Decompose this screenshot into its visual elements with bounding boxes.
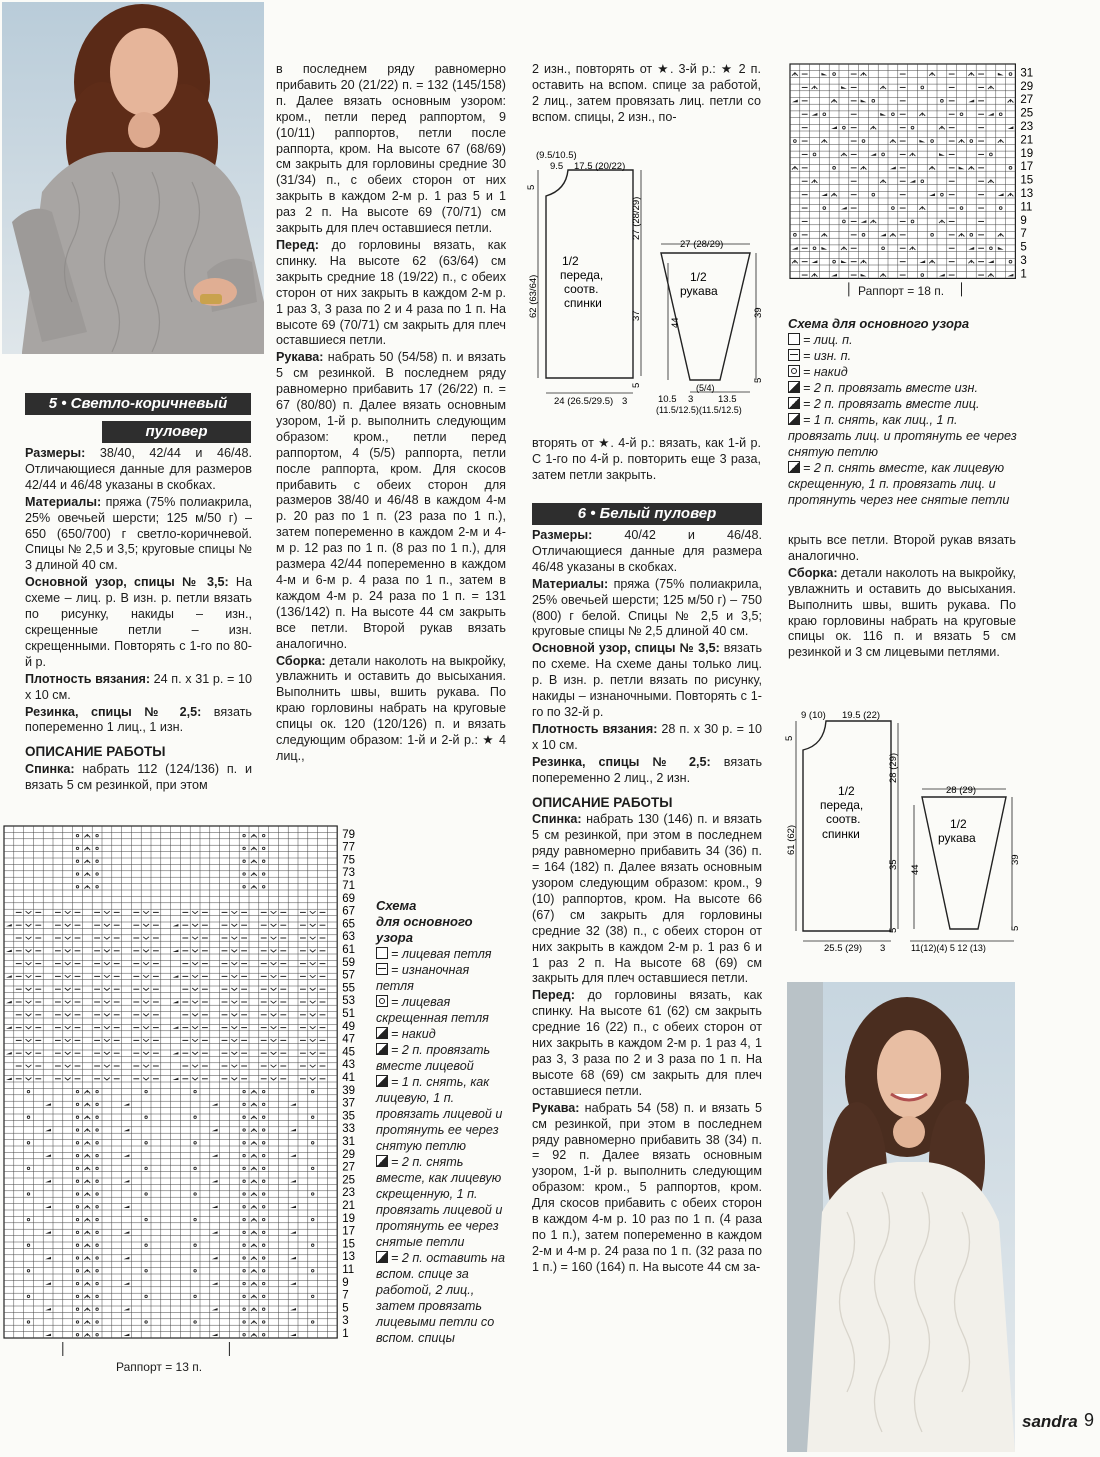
paragraph bbox=[532, 577, 762, 641]
paragraph-text: до горловины вязать, как спинку. На высоте 62 (63/64) см закрыть средние 18 (19/22) п., с обеих сторон от них закрыть в каждом 2-м р. 1 раз 3, 3 раза по 2 и 4 раза по 1 п. На высоте 69 (70/71) см закрыть для плеч оставшиеся петли. bbox=[276, 237, 506, 348]
p5-armh: 27 (28/29) bbox=[631, 196, 642, 240]
legend-text: = накид bbox=[391, 1027, 436, 1041]
legend-symbol-icon bbox=[788, 349, 800, 361]
chart-row-number: 15 bbox=[342, 1238, 355, 1251]
pattern5-collar-end bbox=[532, 436, 761, 485]
paragraph-text: На схеме – лиц. р. В изн. р. петли вязать по рисунку, накиды – изн., скрещенные петли – изн. скрещенными. Повторять с 1-го по 80-й р. bbox=[25, 575, 252, 669]
legend-text: = лицевая петля bbox=[391, 947, 492, 961]
p6-sleeve-top: 28 (29) bbox=[946, 785, 977, 796]
chart-row-number: 67 bbox=[342, 905, 355, 918]
paragraph-text: пряжа (75% полиакрила, 25% овечьей шерсти; 125 м/50 г) – 750 (800) г белой. Спицы № 2,5 и 3,5; круговые спицы № 2,5 длиной 40 см. bbox=[532, 576, 762, 639]
p6-bottom: 25.5 (29) bbox=[824, 943, 863, 954]
p6-neck-d: 5 bbox=[784, 735, 795, 741]
paragraph-lead: Плотность вязания: bbox=[532, 721, 658, 736]
paragraph bbox=[25, 575, 252, 670]
photo-model-brown-illustration bbox=[2, 2, 264, 354]
pattern5-title-1: 5 • Светло-коричневый bbox=[25, 393, 251, 415]
p6-sleeve-h2: 44 bbox=[910, 864, 921, 875]
paragraph-lead: Спинка: bbox=[532, 812, 582, 827]
chart-row-number: 9 bbox=[342, 1276, 349, 1289]
paragraph bbox=[532, 988, 762, 1099]
chart-row-number: 19 bbox=[1020, 147, 1034, 160]
legend-item bbox=[788, 460, 1020, 508]
pattern6-work-title: ОПИСАНИЕ РАБОТЫ bbox=[532, 794, 673, 810]
chart-row-number: 7 bbox=[342, 1289, 349, 1302]
legend-item bbox=[788, 380, 1020, 396]
chart-row-number: 39 bbox=[342, 1084, 355, 1097]
legend-symbol-icon bbox=[376, 947, 388, 959]
legend-item bbox=[376, 1026, 508, 1042]
pattern5-legend bbox=[376, 898, 508, 1346]
legend-symbol-icon bbox=[376, 995, 388, 1007]
pattern5-work-text bbox=[25, 762, 252, 794]
chart-row-number: 17 bbox=[342, 1225, 355, 1238]
paragraph-lead: Рукава: bbox=[532, 1100, 580, 1115]
chart-row-number: 11 bbox=[342, 1264, 355, 1276]
paragraph bbox=[788, 566, 1016, 661]
legend-text: = накид bbox=[803, 365, 848, 379]
legend-symbol-icon bbox=[376, 1251, 388, 1263]
paragraph bbox=[532, 641, 762, 721]
p5-neck-d: 5 bbox=[526, 184, 537, 190]
pattern6-schematic bbox=[784, 705, 1028, 960]
chart-row-number: 33 bbox=[342, 1123, 355, 1136]
photo-model-white-pullover bbox=[787, 982, 1015, 1452]
p5-front-label-1: 1/2 bbox=[562, 254, 579, 268]
chart-row-number: 61 bbox=[342, 944, 355, 956]
p5-front-label-2: переда, bbox=[560, 268, 604, 282]
paragraph-text: детали наколоть на выкройку, увлажнить и оставить до высыхания. Выполнить швы, вшить рукава. По краю горловины набрать на круговые спицы ок. 116 п. и вязать 5 см резинкой и 3 см лицевыми петлями. bbox=[788, 565, 1016, 660]
chart-row-number: 59 bbox=[342, 956, 355, 969]
chart-row-number: 65 bbox=[342, 918, 355, 931]
paragraph-lead: Рукава: bbox=[276, 350, 324, 365]
paragraph bbox=[532, 528, 762, 576]
paragraph-text: 24 п. х 31 р. = 10 х 10 см. bbox=[25, 671, 252, 702]
chart-row-number: 11 bbox=[1020, 201, 1033, 214]
chart-row-number: 77 bbox=[342, 841, 355, 854]
p5-shoulder: 17.5 (20/22) bbox=[574, 161, 626, 172]
chart-row-number: 7 bbox=[1020, 228, 1027, 241]
paragraph-lead: Резинка, спицы № 2,5: bbox=[532, 754, 711, 769]
p5-cuff4: (5/4) bbox=[696, 383, 715, 393]
legend-text: = изн. п. bbox=[803, 349, 852, 363]
legend-symbol-icon bbox=[788, 333, 800, 345]
paragraph-text: вязать попеременно 1 лиц., 1 изн. bbox=[25, 704, 252, 735]
p5-cuff2: 3 bbox=[688, 394, 694, 405]
page-number: 9 bbox=[1084, 1410, 1095, 1430]
paragraph-lead: Плотность вязания: bbox=[25, 671, 151, 686]
p6-sleeve-label-2: рукава bbox=[938, 831, 976, 845]
paragraph bbox=[25, 705, 252, 737]
paragraph-text: набрать 54 (58) п. и вязать 5 см резинкой, при этом в последнем ряду равномерно прибавить 38 (34) п. = 92 п. Далее вязать основным узором, 1-й р. выполнить следующим образом: кром., 5 раппортов, кром. Для скосов прибавить с обеих сторон в каждом 4-м р. 10 раз по 1 п. (4 раза по 1 п.), затем попеременно в каждом 2-м и 4-м р. 24 раза по 1 п. (32 раза по 1 п.) = 160 (164) п. На высоте 44 см за- bbox=[532, 1100, 762, 1274]
paragraph-text: набрать 112 (124/136) п. и вязать 5 см резинкой, при этом bbox=[25, 762, 252, 793]
legend-text: = 1 п. снять, как лиц., 1 п. провязать лиц. и протянуть ее через снятую петлю bbox=[788, 413, 1017, 459]
chart-row-number: 31 bbox=[342, 1136, 355, 1148]
paragraph-text: 40/42 и 46/48. Отличающиеся данные для размера 46/48 указаны в скобках. bbox=[532, 528, 762, 574]
pattern5-column2 bbox=[276, 62, 506, 766]
paragraph-text: 28 п. х 30 р. = 10 х 10 см. bbox=[532, 721, 762, 752]
legend-item bbox=[376, 1250, 508, 1346]
paragraph-text: крыть все петли. Второй рукав вязать аналогично. bbox=[788, 533, 1016, 563]
p6-front-label-3: соотв. bbox=[826, 812, 861, 826]
chart-row-number: 1 bbox=[342, 1328, 349, 1340]
paragraph-lead: Сборка: bbox=[276, 653, 326, 668]
legend-item bbox=[376, 994, 508, 1026]
p6-shoulder: 19.5 (22) bbox=[842, 710, 881, 721]
pattern5-legend-title-1: Схема bbox=[376, 898, 417, 913]
chart-row-number: 49 bbox=[342, 1020, 355, 1033]
chart-row-number: 27 bbox=[1020, 94, 1034, 107]
legend-text: = 2 п. провязать вместе изн. bbox=[803, 381, 978, 395]
paragraph bbox=[532, 755, 762, 787]
legend-item bbox=[376, 1042, 508, 1074]
pattern5-collar-end-text: вторять от ★. 4-й р.: вязать, как 1-й р. С 1-го по 4-й р. повторить еще 3 раза, затем петли закрыть. bbox=[532, 436, 761, 482]
p5-sleeve-h: 39 bbox=[753, 307, 764, 318]
p5-neck-w2: 9.5 bbox=[550, 161, 564, 172]
legend-item bbox=[376, 1074, 508, 1154]
paragraph-text: детали наколоть на выкройку, увлажнить и оставить до высыхания. Выполнить швы, вшить рукава. По краю горловины набрать на круговые спицы ок. 120 (120/126) п. и вязать следующим образом: 1-й и 2-й р.: ★ 4 лиц., bbox=[276, 653, 506, 763]
chart-row-number: 47 bbox=[342, 1033, 355, 1046]
paragraph-text: вязать по схеме. На схеме даны только лиц. р. В изн. р. петли вязать по рисунку, накиды – изнаночными. Повторять с 1-го по 32-й р. bbox=[532, 641, 763, 719]
legend-item bbox=[376, 946, 508, 962]
paragraph-lead: Основной узор, спицы № 3,5: bbox=[25, 575, 229, 590]
legend-text: = лиц. п. bbox=[803, 333, 853, 347]
p6-front-label-1: 1/2 bbox=[838, 784, 855, 798]
paragraph bbox=[25, 495, 252, 575]
chart-row-number: 3 bbox=[342, 1315, 349, 1328]
chart-row-number: 23 bbox=[342, 1187, 355, 1200]
legend-symbol-icon bbox=[788, 381, 800, 393]
chart-row-number: 51 bbox=[342, 1008, 355, 1020]
paragraph bbox=[276, 238, 506, 349]
legend-symbol-icon bbox=[788, 365, 800, 377]
paragraph bbox=[276, 654, 506, 765]
chart-row-number: 29 bbox=[342, 1148, 355, 1161]
photo-model-brown-pullover bbox=[2, 2, 264, 354]
paragraph bbox=[532, 812, 762, 987]
p5-rib: 5 bbox=[631, 382, 642, 388]
chart-row-number: 31 bbox=[1020, 67, 1034, 80]
p6-sleeve-rib: 5 bbox=[1010, 925, 1021, 931]
chart-row-number: 69 bbox=[342, 892, 355, 905]
paragraph-lead: Материалы: bbox=[532, 576, 609, 591]
paragraph bbox=[25, 446, 252, 494]
pattern5-legend-title-3: узора bbox=[376, 930, 413, 945]
p5-cuff-sub: (11.5/12.5)(11.5/12.5) bbox=[656, 405, 742, 415]
legend-text: = 1 п. снять, как лицевую, 1 п. провязать лицевой и протянуть ее через снятую петлю bbox=[376, 1075, 503, 1153]
paragraph-lead: Размеры: bbox=[25, 446, 86, 460]
p6-armh: 28 (29) bbox=[888, 752, 899, 783]
p5-front-label-3: соотв. bbox=[564, 282, 599, 296]
chart-row-number: 23 bbox=[1020, 121, 1034, 133]
pattern6-title: 6 • Белый пуловер bbox=[532, 503, 762, 525]
paragraph bbox=[788, 533, 1016, 565]
p5-sleeve-rib: 5 bbox=[753, 377, 764, 383]
pattern6-specs bbox=[532, 528, 762, 1277]
pattern5-legend-title-2: для основного bbox=[376, 914, 473, 929]
legend-symbol-icon bbox=[376, 1075, 388, 1087]
paragraph-text: в последнем ряду равномерно прибавить 20 (21/22) п. = 132 (145/158) п. Далее вязать основным узором: кром., петли перед раппортом, 9 (10/11) раппортов, петли после раппорта, кром. На высоте 67 (68/69) см закрыть для горловины средние 30 (31/34) п., с обеих сторон от них закрыть в каждом 2-м р. 1 раз 5 и 1 раз 2 п. На высоте 69 (70/71) см закрыть для плеч оставшиеся петли. bbox=[276, 62, 506, 236]
chart-row-number: 29 bbox=[1020, 80, 1034, 93]
chart-row-number: 17 bbox=[1020, 161, 1034, 174]
legend-text: = 2 п. провязать вместе лицевой bbox=[376, 1043, 491, 1073]
p6-bottom2: 3 bbox=[880, 943, 886, 954]
legend-item bbox=[788, 348, 1020, 364]
chart-row-number: 1 bbox=[1020, 268, 1027, 281]
p6-side: 35 bbox=[888, 859, 899, 870]
pattern5-column3-top bbox=[532, 62, 761, 127]
legend-text: = изнаночная петля bbox=[376, 963, 470, 993]
p5-body-h: 62 (63/64) bbox=[528, 274, 539, 318]
legend-item bbox=[788, 332, 1020, 348]
paragraph-lead: Размеры: bbox=[532, 528, 593, 542]
photo-model-white-illustration bbox=[787, 982, 1015, 1452]
paragraph-lead: Перед: bbox=[532, 988, 575, 1003]
paragraph-lead: Материалы: bbox=[25, 494, 102, 509]
p6-neck-w: 9 (10) bbox=[801, 710, 826, 721]
chart-row-number: 21 bbox=[342, 1200, 355, 1212]
p5-front-label-4: спинки bbox=[564, 296, 602, 310]
chart-row-number: 25 bbox=[342, 1174, 355, 1187]
chart-row-number: 5 bbox=[1020, 241, 1027, 254]
paragraph-lead: Резинка, спицы № 2,5: bbox=[25, 704, 202, 719]
pattern6-chart bbox=[788, 62, 1048, 302]
paragraph-lead: Основной узор, спицы № 3,5: bbox=[532, 641, 720, 656]
chart-row-number: 27 bbox=[342, 1161, 355, 1174]
p5-sleeve-top: 27 (28/29) bbox=[680, 239, 724, 250]
p6-front-label-4: спинки bbox=[822, 827, 860, 841]
paragraph-lead: Перед: bbox=[276, 237, 319, 252]
legend-symbol-icon bbox=[788, 461, 800, 473]
paragraph-text: 38/40, 42/44 и 46/48. Отличающиеся данные для размеров 42/44 и 46/48 указаны в скобках. bbox=[25, 446, 252, 492]
chart-row-number: 71 bbox=[342, 880, 355, 892]
p6-rib: 5 bbox=[888, 927, 899, 933]
legend-item bbox=[788, 364, 1020, 380]
p5-cuff1: 10.5 bbox=[658, 394, 677, 405]
p5-bottom: 24 (26.5/29.5) bbox=[554, 396, 614, 407]
legend-text: = 2 п. снять вместе, как лицевую скрещенную, 1 п. провязать лиц. и протянуть через нее снятые петли bbox=[788, 461, 1010, 507]
p6-sleeve-h: 39 bbox=[1010, 854, 1021, 865]
paragraph bbox=[25, 762, 252, 794]
paragraph-text: набрать 130 (146) п. и вязать 5 см резинкой, при этом в последнем ряду равномерно прибавить 34 (36) п. = 164 (182) п. Далее вязать основным узором следующим образом: кром., 9 (10) раппортов, кром. На высоте 66 (67) см закрыть для горловины средние 32 (38) п., с обеих сторон от них закрыть в каждом 2-м р. 1 раз 6 и 1 раз 2 п. На высоте 68 (69) см закрыть для плеч оставшиеся петли. bbox=[532, 812, 762, 986]
p5-side: 37 bbox=[631, 310, 642, 321]
paragraph bbox=[276, 62, 506, 237]
paragraph bbox=[532, 722, 762, 754]
paragraph bbox=[25, 672, 252, 704]
pattern6-legend-title: Схема для основного узора bbox=[788, 316, 970, 331]
pattern6-legend bbox=[788, 316, 1020, 508]
paragraph-text: пряжа (75% полиакрила, 25% овечьей шерсти; 125 м/50 г) – 650 (650/700) г светло-коричневой. Спицы № 2,5 и 3,5; круговые спицы № 3 длиной 40 см. bbox=[25, 494, 252, 573]
chart-row-number: 25 bbox=[1020, 107, 1034, 120]
p5-cuff3: 13.5 bbox=[718, 394, 737, 405]
p6-cuff: 11(12)(4) 5 12 (13) bbox=[911, 943, 986, 953]
legend-symbol-icon bbox=[788, 397, 800, 409]
paragraph-lead: Сборка: bbox=[788, 565, 838, 580]
chart-row-number: 3 bbox=[1020, 255, 1027, 267]
p5-sleeve-label-2: рукава bbox=[680, 284, 718, 298]
pattern5-spec-list bbox=[25, 446, 252, 736]
chart-row-number: 73 bbox=[342, 867, 355, 880]
p5-sleeve-h2: 44 bbox=[670, 317, 681, 328]
legend-symbol-icon bbox=[376, 1027, 388, 1039]
chart-row-number: 15 bbox=[1020, 174, 1034, 187]
legend-text: = 2 п. снять вместе, как лицевую скрещенную, 1 п. провязать лицевой и протянуть ее через снятые петли bbox=[376, 1155, 503, 1249]
p5-neck-w: (9.5/10.5) bbox=[536, 150, 577, 161]
chart-row-number: 43 bbox=[342, 1059, 355, 1072]
chart-row-number: 57 bbox=[342, 969, 355, 982]
paragraph-text: вязать попеременно 2 лиц., 2 изн. bbox=[532, 754, 763, 785]
p6-body-h: 61 (62) bbox=[786, 824, 797, 855]
chart-row-number: 5 bbox=[342, 1302, 349, 1315]
pattern5-collar-text: 2 изн., повторять от ★. 3-й р.: ★ 2 п. оставить на вспом. спице за работой, 2 лиц., затем провязать лиц. петли со вспом. спицы, 2 изн., по- bbox=[532, 62, 761, 124]
paragraph-text: набрать 50 (54/58) п. и вязать 5 см резинкой. В последнем ряду равномерно прибавить 17 (26/22) п. = 67 (80/80) п. Далее вязать основным узором, 1-й р. выполнить следующим образом: кром., петли перед раппортом, 4 (5/5) раппорта, петли после раппорта, кром. Для скосов прибавить с обеих сторон для размеров 38/40 и 46/48 в каждом 4-м р. 20 раз по 1 п. (23 раза по 1 п.), затем попеременно в каждом 2-м и 4-м р. 12 раз по 1 п. (8 раз по 1 п.), для размера 42/44 попеременно в каждом 4-м и 6-м р. 4 раза по 1 п., затем в каждом 4-м р. 24 раза по 1 п. = 131 (136/142) п. На высоте 44 см закрыть все петли. Второй рукав вязать аналогично. bbox=[276, 350, 506, 651]
legend-item bbox=[788, 396, 1020, 412]
chart-row-number: 53 bbox=[342, 995, 355, 1008]
p5-sleeve-label-1: 1/2 bbox=[690, 270, 707, 284]
chart-row-number: 35 bbox=[342, 1110, 355, 1123]
chart-row-number: 13 bbox=[1020, 188, 1034, 200]
chart-row-number: 63 bbox=[342, 931, 355, 944]
paragraph-text: до горловины вязать, как спинку. На высоте 61 (62) см закрыть средние 16 (22) п., с обеих сторон от них закрыть в каждом 2-м р. 1 раз 4, 1 раз 3, 3 раза по 2 и 3 раза по 1 п. На высоте 68 (69) см закрыть для плеч оставшиеся петли. bbox=[532, 988, 762, 1098]
pattern5-schematic bbox=[528, 148, 768, 418]
chart-row-number: 37 bbox=[342, 1097, 355, 1110]
chart-row-number: 79 bbox=[342, 828, 355, 841]
legend-item bbox=[376, 962, 508, 994]
pattern5-specs bbox=[25, 446, 252, 795]
legend-text: = лицевая скрещенная петля bbox=[376, 995, 489, 1025]
brand-logo: sandra bbox=[1022, 1412, 1078, 1431]
legend-item bbox=[788, 412, 1020, 460]
paragraph bbox=[532, 1101, 762, 1276]
legend-symbol-icon bbox=[376, 1043, 388, 1055]
chart-row-number: 19 bbox=[342, 1212, 355, 1225]
chart-row-number: 45 bbox=[342, 1046, 355, 1059]
paragraph-lead: Спинка: bbox=[25, 762, 75, 777]
p6-sleeve-label-1: 1/2 bbox=[950, 817, 967, 831]
legend-symbol-icon bbox=[788, 413, 800, 425]
chart-row-number: 9 bbox=[1020, 214, 1027, 227]
legend-symbol-icon bbox=[376, 1155, 388, 1167]
chart-row-number: 75 bbox=[342, 854, 355, 867]
legend-symbol-icon bbox=[376, 963, 388, 975]
pattern5-title-2: пуловер bbox=[102, 421, 251, 443]
p5-bottom2: 3 bbox=[622, 396, 628, 407]
pattern6-column4 bbox=[788, 533, 1016, 662]
legend-item bbox=[376, 1154, 508, 1250]
pattern6-rapport: Раппорт = 18 п. bbox=[858, 284, 945, 298]
chart-row-number: 13 bbox=[342, 1251, 355, 1264]
chart-row-number: 55 bbox=[342, 982, 355, 995]
paragraph bbox=[276, 350, 506, 652]
pattern5-rapport: Раппорт = 13 п. bbox=[116, 1360, 203, 1374]
pattern5-chart bbox=[2, 824, 372, 1354]
pattern5-work-title: ОПИСАНИЕ РАБОТЫ bbox=[25, 744, 166, 760]
chart-row-number: 41 bbox=[342, 1072, 355, 1084]
chart-row-number: 21 bbox=[1020, 134, 1034, 147]
p6-front-label-2: переда, bbox=[820, 798, 864, 812]
legend-text: = 2 п. оставить на вспом. спице за работой, 2 лиц., затем провязать лицевыми петли со вспом. спицы bbox=[376, 1251, 506, 1345]
legend-text: = 2 п. провязать вместе лиц. bbox=[803, 397, 980, 411]
